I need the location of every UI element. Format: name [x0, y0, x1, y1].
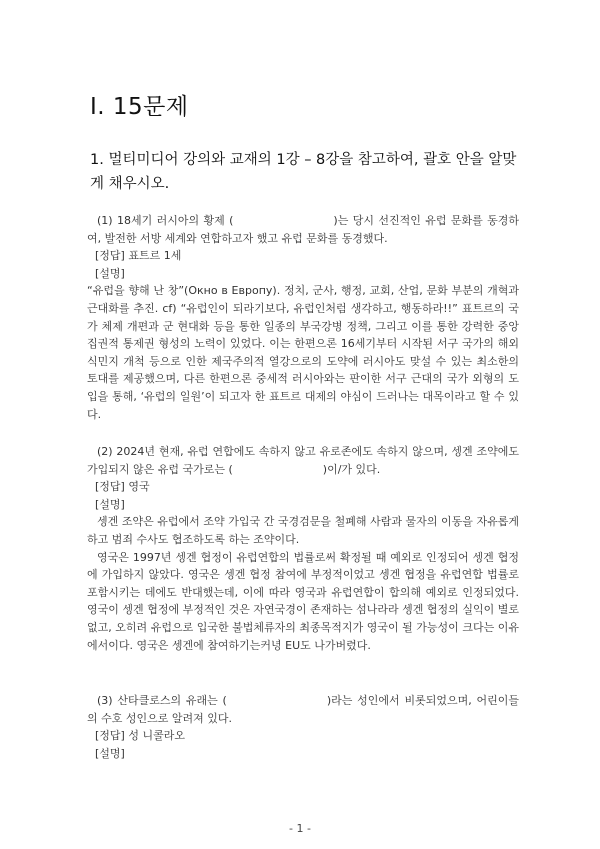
- page-number: - 1 -: [289, 822, 311, 835]
- question-text: [87, 692, 519, 727]
- explanation-label: [설명]: [95, 497, 125, 511]
- question-text-before: (2) 2024년 현재, 유럽 연합에도 속하지 않고 유로존에도 속하지 않으며, 셍겐 조약에도 가입되지 않은 유럽 국가로는 (: [87, 445, 519, 476]
- explanation-label: [설명]: [95, 746, 125, 760]
- explanation-paragraph: 영국은 1997년 셍겐 협정이 유럽연합의 법률로써 확정될 때 예외로 인정되어 셍겐 협정에 가입하지 않았다. 영국은 셍겐 협정 참여에 부정적이었고 셍겐 협정을 유럽연합 법률로 포함시키는 데에도 반대했는데, 이에 따라 영국과 유럽연합이 합의해 예외로 인정되었다. 영국이 셍겐 협정에 부정적인 것은 자연국경이 존재하는 섬나라라 셍겐 협정의 실익이 별로 없고, 오히려 유럽으로 입국한 불법체류자의 최종목적지가 영국이 될 가능성이 크다는 이유에서이다. 영국은 셍겐에 참여하기는커녕 EU도 나가버렸다.: [87, 550, 519, 652]
- question-text-before: (1) 18세기 러시아의 황제 (: [97, 214, 234, 227]
- question-text-before: (3) 산타클로스의 유래는 (: [97, 694, 227, 707]
- instruction-text: 1. 멀티미디어 강의와 교재의 1강 – 8강을 참고하여, 괄호 안을 알맞게 채우시오.: [90, 152, 517, 192]
- section-title: I. 15문제: [90, 94, 189, 120]
- question-text-after: )는 당시 선진적인 유럽 문화를 동경하여, 발전한 서방 세계와 연합하고자 했고 유럽 문화를 동경했다.: [87, 214, 519, 245]
- question-text: [87, 212, 519, 247]
- question-block-3: [87, 692, 519, 762]
- answer-line: [정답] 성 니콜라오: [95, 729, 185, 743]
- question-block-1: [87, 212, 519, 423]
- question-text-after: )라는 성인에서 비롯되었으며, 어린이들의 수호 성인으로 알려져 있다.: [87, 694, 520, 725]
- question-text: [87, 443, 519, 478]
- answer-line: [정답] 영국: [95, 480, 150, 494]
- explanation-paragraph: 셍겐 조약은 유럽에서 조약 가입국 간 국경검문을 철폐해 사람과 물자의 이동을 자유롭게 하고 범죄 수사도 협조하도록 하는 조약이다.: [87, 515, 519, 546]
- question-block-2: [87, 443, 519, 654]
- answer-line: [정답] 표트르 1세: [95, 249, 182, 263]
- explanation-label: [설명]: [95, 266, 125, 280]
- question-text-after: )이/가 있다.: [322, 462, 381, 476]
- explanation-paragraph: “유럽을 향해 난 창”(Окно в Европу). 정치, 군사, 행정, 교회, 산업, 문화 부분의 개혁과 근대화를 추진. cf) “유럽인이 되라기보다, 유럽인처럼 생각하고, 행동하라!!” 표트르의 국가 체제 개편과 군 현대화 등을 통한 일종의 부국강병 정책, 그리고 이를 통한 강력한 중앙집권적 통제권 형성의 노력이 있었다. 이는 한편으론 16세기부터 시작된 서구 국가의 해외식민지 개척 등으로 인한 제국주의적 열강으로의 도약에 러시아도 맞설 수 있는 최소한의 토대를 제공했으며, 다른 한편으론 중세적 러시아와는 판이한 서구 근대의 국가 외형의 도입을 통해, ‘유럽의 일원’이 되고자 한 표트르 대제의 야심이 드러나는 대목이라고 할 수 있다.: [87, 284, 519, 421]
